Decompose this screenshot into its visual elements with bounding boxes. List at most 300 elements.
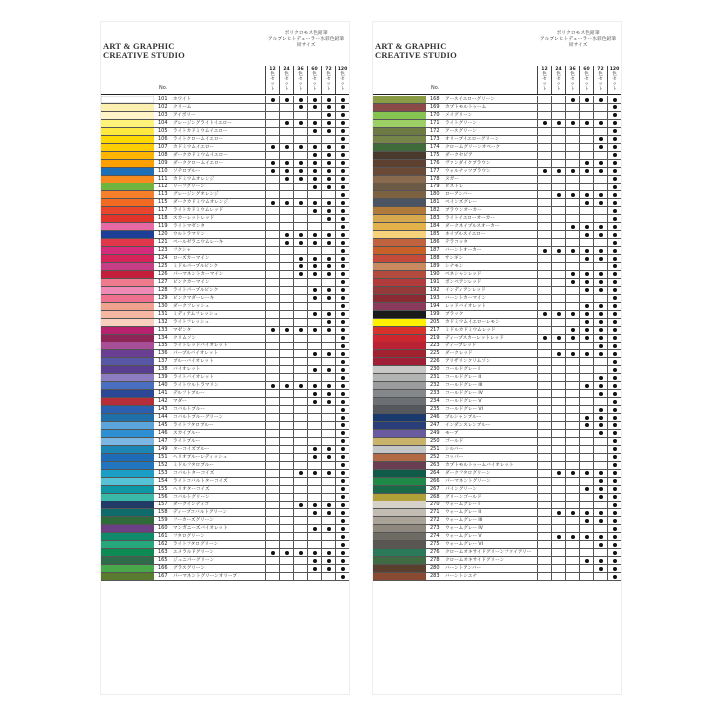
set-cell: [321, 271, 335, 278]
set-cell: [607, 533, 621, 540]
brand-line-1: ART & GRAPHIC: [375, 41, 447, 51]
included-dot-icon: [299, 257, 303, 261]
color-name: メイグリーン: [445, 112, 473, 118]
set-cell: [593, 183, 607, 190]
table-row: [373, 462, 621, 470]
set-cell: [307, 342, 321, 349]
set-cell: [593, 557, 607, 564]
set-cell: [593, 247, 607, 254]
set-cell: [537, 430, 551, 437]
included-dot-icon: [271, 201, 275, 205]
set-cell: [537, 486, 551, 493]
set-cell: [607, 160, 621, 167]
color-number: 166: [158, 565, 168, 572]
set-cell: [321, 366, 335, 373]
included-dot-icon: [557, 193, 561, 197]
set-cell: [551, 390, 565, 397]
included-dot-icon: [341, 153, 345, 157]
set-cell: [593, 168, 607, 175]
included-dot-icon: [557, 169, 561, 173]
color-name: マダー: [173, 399, 187, 405]
color-name: ライトブルー: [173, 438, 201, 444]
set-cell: [307, 374, 321, 381]
included-dot-icon: [313, 105, 317, 109]
set-cell: [565, 152, 579, 159]
included-dot-icon: [557, 249, 561, 253]
set-cell: [579, 494, 593, 501]
included-dot-icon: [313, 201, 317, 205]
color-swatch: [101, 470, 154, 477]
set-cell: [293, 263, 307, 270]
set-cell: [265, 239, 279, 246]
set-cell: [551, 279, 565, 286]
set-cell: [321, 446, 335, 453]
set-cell: [265, 311, 279, 318]
color-number: 157: [158, 501, 168, 508]
set-cell: [593, 104, 607, 111]
color-swatch: [373, 311, 426, 318]
set-cell: [579, 207, 593, 214]
set-cell: [565, 199, 579, 206]
set-cell: [293, 311, 307, 318]
set-cell: [293, 414, 307, 421]
color-swatch: [373, 478, 426, 485]
set-cell: [551, 358, 565, 365]
color-name: エメラルドグリーン: [173, 550, 215, 556]
included-dot-icon: [613, 352, 617, 356]
set-cell: [551, 231, 565, 238]
color-name: ディープコバルトグリーン: [173, 510, 228, 516]
set-cell: [321, 120, 335, 127]
set-cell: [279, 398, 293, 405]
set-cell: [607, 327, 621, 334]
set-cell: [279, 215, 293, 222]
set-cell: [293, 96, 307, 103]
set-cell: [265, 533, 279, 540]
table-row: [373, 120, 621, 128]
included-dot-icon: [585, 98, 589, 102]
set-cell: [537, 104, 551, 111]
set-unit: 色 セ ッ ト: [298, 72, 303, 92]
color-number: 185: [430, 231, 440, 238]
included-dot-icon: [341, 272, 345, 276]
set-cell: [607, 366, 621, 373]
table-row: [373, 168, 621, 176]
set-cell: [307, 104, 321, 111]
color-number: 130: [158, 302, 168, 309]
color-swatch: [373, 454, 426, 461]
set-cell: [565, 311, 579, 318]
color-number: 181: [430, 199, 440, 206]
included-dot-icon: [599, 233, 603, 237]
set-cell: [321, 462, 335, 469]
included-dot-icon: [327, 312, 331, 316]
color-swatch: [373, 160, 426, 167]
set-column-header: [593, 66, 607, 94]
set-count: 36: [297, 67, 304, 72]
included-dot-icon: [313, 121, 317, 125]
set-cell: [593, 462, 607, 469]
set-cell: [565, 374, 579, 381]
included-dot-icon: [613, 161, 617, 165]
set-cell: [537, 247, 551, 254]
color-swatch: [101, 342, 154, 349]
table-row: [101, 207, 349, 215]
color-swatch: [101, 311, 154, 318]
included-dot-icon: [285, 384, 289, 388]
included-dot-icon: [599, 471, 603, 475]
set-cell: [579, 557, 593, 564]
color-name: グリーンゴールド: [445, 494, 482, 500]
set-cell: [321, 525, 335, 532]
color-swatch: [373, 406, 426, 413]
color-name: サンギン: [445, 256, 464, 261]
included-dot-icon: [585, 288, 589, 292]
color-name: コバルトグリーン: [173, 494, 210, 500]
set-cell: [321, 96, 335, 103]
set-cell: [293, 199, 307, 206]
set-cell: [321, 382, 335, 389]
color-name: ミドルパープルピンク: [173, 263, 219, 269]
color-swatch: [101, 160, 154, 167]
set-cell: [579, 199, 593, 206]
included-dot-icon: [613, 98, 617, 102]
included-dot-icon: [599, 304, 603, 308]
color-swatch: [373, 358, 426, 365]
color-name: パーマネントグリーン: [445, 478, 491, 484]
set-cell: [279, 168, 293, 175]
set-cell: [537, 541, 551, 548]
set-cell: [565, 104, 579, 111]
set-cell: [537, 517, 551, 524]
set-cell: [593, 112, 607, 119]
included-dot-icon: [613, 408, 617, 412]
color-name: シルバー: [445, 446, 463, 452]
included-dot-icon: [599, 519, 603, 523]
set-cell: [579, 406, 593, 413]
table-row: [101, 573, 349, 581]
included-dot-icon: [313, 257, 317, 261]
color-number: 275: [430, 541, 440, 548]
table-row: [373, 223, 621, 231]
set-cell: [537, 287, 551, 294]
set-cell: [265, 120, 279, 127]
included-dot-icon: [313, 312, 317, 316]
color-number: 177: [430, 167, 440, 174]
set-cell: [293, 533, 307, 540]
set-cell: [607, 231, 621, 238]
color-name: ウォームグレー II: [445, 510, 482, 516]
color-name: デルフトブルー: [173, 391, 205, 397]
included-dot-icon: [599, 257, 603, 261]
set-cell: [551, 335, 565, 342]
color-number: 156: [158, 493, 168, 500]
set-count: 36: [569, 67, 576, 72]
set-cell: [321, 454, 335, 461]
set-cell: [265, 398, 279, 405]
color-number: 234: [430, 398, 440, 405]
set-cell: [307, 327, 321, 334]
set-cell: [565, 446, 579, 453]
table-row: [373, 494, 621, 502]
included-dot-icon: [341, 352, 345, 356]
included-dot-icon: [313, 384, 317, 388]
set-cell: [279, 358, 293, 365]
table-row: [373, 350, 621, 358]
color-number: 231: [430, 374, 440, 381]
set-cell: [579, 104, 593, 111]
set-cell: [607, 494, 621, 501]
table-row: [373, 191, 621, 199]
set-cell: [279, 430, 293, 437]
color-swatch: [101, 414, 154, 421]
included-dot-icon: [613, 416, 617, 420]
set-cell: [565, 96, 579, 103]
set-cell: [537, 414, 551, 421]
set-cell: [321, 279, 335, 286]
included-dot-icon: [599, 320, 603, 324]
color-number: 235: [430, 406, 440, 413]
set-cell: [607, 136, 621, 143]
table-row: [101, 462, 349, 470]
table-row: [101, 494, 349, 502]
set-cell: [565, 501, 579, 508]
set-cell: [265, 525, 279, 532]
included-dot-icon: [613, 225, 617, 229]
set-cell: [551, 382, 565, 389]
color-number: 251: [430, 445, 440, 452]
set-column-header: [307, 66, 321, 94]
color-swatch: [101, 533, 154, 540]
set-cell: [293, 112, 307, 119]
color-name: コールドグレー III: [445, 383, 483, 389]
set-cell: [265, 446, 279, 453]
color-swatch: [101, 295, 154, 302]
color-number: 140: [158, 382, 168, 389]
set-cell: [279, 454, 293, 461]
set-cell: [607, 215, 621, 222]
table-row: [101, 446, 349, 454]
color-name: グレージングライトイエロー: [173, 120, 232, 126]
set-cell: [565, 335, 579, 342]
included-dot-icon: [557, 352, 561, 356]
set-cell: [579, 430, 593, 437]
table-row: [373, 565, 621, 573]
table-row: [373, 509, 621, 517]
table-row: [101, 517, 349, 525]
color-name: マンガニーズバイオレット: [173, 526, 228, 532]
color-name: ローズカーマイン: [173, 256, 210, 261]
set-cell: [579, 358, 593, 365]
set-cell: [335, 509, 349, 516]
table-row: [101, 430, 349, 438]
included-dot-icon: [599, 121, 603, 125]
set-cell: [607, 271, 621, 278]
color-number: 249: [430, 429, 440, 436]
set-cell: [551, 176, 565, 183]
set-cell: [537, 454, 551, 461]
set-cell: [593, 239, 607, 246]
included-dot-icon: [613, 344, 617, 348]
color-number: 141: [158, 390, 168, 397]
set-cell: [307, 231, 321, 238]
set-cell: [307, 183, 321, 190]
table-title-line-1: ポリクロモス色鉛筆: [284, 31, 328, 36]
set-cell: [279, 335, 293, 342]
table-row: [101, 255, 349, 263]
set-cell: [607, 144, 621, 151]
set-cell: [593, 207, 607, 214]
set-cell: [593, 430, 607, 437]
set-cell: [307, 271, 321, 278]
color-swatch: [101, 350, 154, 357]
set-cell: [265, 271, 279, 278]
color-number: 108: [158, 151, 168, 158]
table-row: [373, 374, 621, 382]
table-row: [101, 319, 349, 327]
included-dot-icon: [299, 264, 303, 268]
included-dot-icon: [285, 98, 289, 102]
included-dot-icon: [613, 392, 617, 396]
set-cell: [265, 303, 279, 310]
included-dot-icon: [327, 296, 331, 300]
set-cell: [335, 549, 349, 556]
color-swatch: [373, 144, 426, 151]
color-swatch: [373, 255, 426, 262]
color-swatch: [101, 573, 154, 580]
set-cell: [307, 128, 321, 135]
included-dot-icon: [613, 304, 617, 308]
color-number: 128: [158, 286, 168, 293]
color-swatch: [373, 335, 426, 342]
set-cell: [335, 565, 349, 572]
set-cell: [321, 231, 335, 238]
set-cell: [579, 303, 593, 310]
set-cell: [265, 414, 279, 421]
set-cell: [593, 406, 607, 413]
set-cell: [607, 374, 621, 381]
set-cell: [593, 319, 607, 326]
color-name: ダーククロームイエロー: [173, 160, 224, 166]
set-cell: [593, 398, 607, 405]
included-dot-icon: [313, 400, 317, 404]
set-cell: [537, 96, 551, 103]
included-dot-icon: [613, 368, 617, 372]
set-cell: [579, 327, 593, 334]
included-dot-icon: [327, 551, 331, 555]
table-row: [101, 160, 349, 168]
set-cell: [307, 565, 321, 572]
set-cell: [579, 374, 593, 381]
set-cell: [307, 366, 321, 373]
included-dot-icon: [327, 288, 331, 292]
set-cell: [579, 231, 593, 238]
set-cell: [551, 486, 565, 493]
table-row: [101, 112, 349, 120]
set-cell: [579, 255, 593, 262]
color-number: 266: [430, 477, 440, 484]
included-dot-icon: [599, 145, 603, 149]
set-cell: [537, 478, 551, 485]
included-dot-icon: [613, 201, 617, 205]
set-cell: [579, 533, 593, 540]
set-cell: [551, 96, 565, 103]
set-cell: [579, 350, 593, 357]
set-cell: [279, 565, 293, 572]
included-dot-icon: [327, 121, 331, 125]
set-cell: [307, 573, 321, 580]
set-cell: [265, 541, 279, 548]
color-swatch: [373, 239, 426, 246]
color-name: インディアンレッド: [445, 287, 486, 293]
set-cell: [565, 176, 579, 183]
set-cell: [321, 144, 335, 151]
set-cell: [335, 223, 349, 230]
color-name: ピンクカーマイン: [173, 279, 210, 285]
included-dot-icon: [585, 272, 589, 276]
set-unit: 色 セ ッ ト: [326, 72, 331, 92]
set-cell: [593, 287, 607, 294]
set-cell: [551, 430, 565, 437]
color-number: 270: [430, 501, 440, 508]
included-dot-icon: [613, 527, 617, 531]
included-dot-icon: [613, 233, 617, 237]
set-cell: [607, 96, 621, 103]
set-cell: [265, 342, 279, 349]
set-cell: [335, 557, 349, 564]
set-cell: [551, 136, 565, 143]
table-row: [101, 398, 349, 406]
color-name: コッパー: [445, 454, 464, 460]
set-cell: [579, 295, 593, 302]
set-cell: [537, 319, 551, 326]
set-cell: [551, 494, 565, 501]
included-dot-icon: [613, 487, 617, 491]
color-number: 133: [158, 326, 168, 333]
color-swatch: [373, 279, 426, 286]
color-swatch: [373, 390, 426, 397]
set-cell: [607, 191, 621, 198]
included-dot-icon: [571, 249, 575, 253]
set-cell: [265, 390, 279, 397]
set-cell: [279, 191, 293, 198]
color-name: ライトフタログリーン: [173, 542, 219, 548]
set-cell: [293, 128, 307, 135]
set-unit: 色 セ ッ ト: [284, 72, 289, 92]
set-cell: [579, 287, 593, 294]
set-cell: [537, 525, 551, 532]
table-row: [101, 136, 349, 144]
color-swatch: [101, 96, 154, 103]
table-row: [101, 470, 349, 478]
set-cell: [307, 152, 321, 159]
included-dot-icon: [341, 495, 345, 499]
color-name: ミドルカドミウムレッド: [445, 327, 496, 333]
included-dot-icon: [543, 169, 547, 173]
set-cell: [307, 541, 321, 548]
table-row: [101, 390, 349, 398]
set-cell: [593, 446, 607, 453]
table-row: [373, 247, 621, 255]
set-cell: [279, 486, 293, 493]
set-cell: [579, 247, 593, 254]
set-cell: [607, 199, 621, 206]
included-dot-icon: [599, 344, 603, 348]
set-cell: [607, 501, 621, 508]
included-dot-icon: [341, 535, 345, 539]
set-cell: [537, 120, 551, 127]
set-cell: [293, 215, 307, 222]
